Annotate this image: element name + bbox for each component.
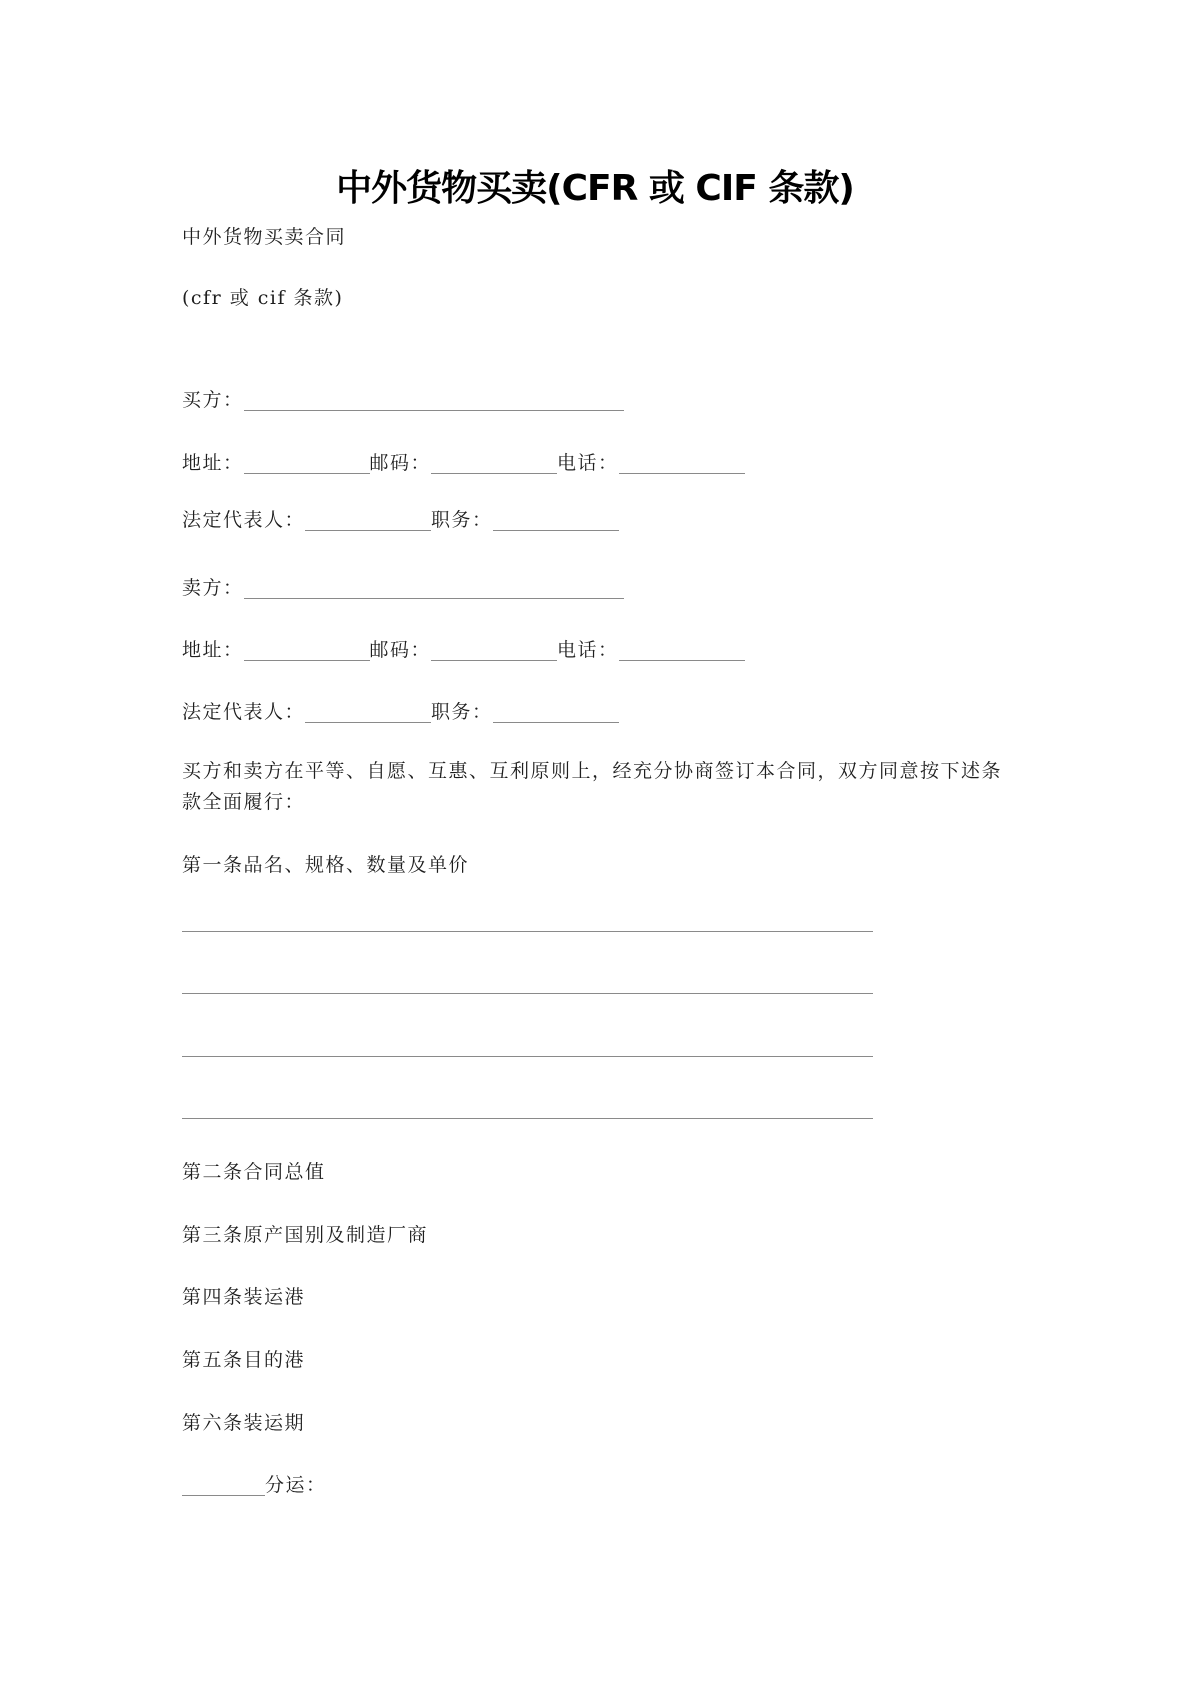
seller-legal-rep-label: 法定代表人： xyxy=(182,701,306,723)
buyer-legal-rep-row xyxy=(182,507,619,533)
partial-shipment-row xyxy=(182,1472,327,1498)
buyer-label: 买方： xyxy=(182,389,244,411)
seller-postcode-field[interactable] xyxy=(431,640,557,661)
buyer-name-field[interactable] xyxy=(244,390,624,411)
seller-address-row xyxy=(182,637,745,663)
buyer-phone-label: 电话： xyxy=(557,452,619,474)
seller-row xyxy=(182,575,624,601)
buyer-position-label: 职务： xyxy=(431,509,493,531)
preamble-paragraph: 买方和卖方在平等、自愿、互惠、互利原则上，经充分协商签订本合同，双方同意按下述条款全面履行： xyxy=(182,760,1003,813)
seller-label: 卖方： xyxy=(182,577,244,599)
article-1-blank-line-1[interactable] xyxy=(182,931,873,932)
document-title: 中外货物买卖(CFR 或 CIF 条款) xyxy=(336,168,854,209)
seller-name-field[interactable] xyxy=(244,578,624,599)
article-5-heading: 第五条目的港 xyxy=(182,1349,306,1371)
buyer-address-row xyxy=(182,450,745,476)
buyer-legal-rep-label: 法定代表人： xyxy=(182,509,306,531)
article-6-heading: 第六条装运期 xyxy=(182,1412,306,1434)
seller-postcode-label: 邮码： xyxy=(369,639,432,661)
article-4-heading: 第四条装运港 xyxy=(182,1286,306,1308)
buyer-legal-rep-field[interactable] xyxy=(305,510,431,531)
buyer-row xyxy=(182,387,624,413)
seller-address-field[interactable] xyxy=(244,640,370,661)
buyer-postcode-label: 邮码： xyxy=(369,452,432,474)
article-1-blank-line-2[interactable] xyxy=(182,993,873,994)
article-1-blank-line-3[interactable] xyxy=(182,1056,873,1057)
terms-note: (cfr 或 cif 条款) xyxy=(182,287,344,309)
article-2-heading: 第二条合同总值 xyxy=(182,1161,326,1183)
seller-address-label: 地址： xyxy=(182,639,244,661)
partial-shipment-field[interactable] xyxy=(182,1475,265,1496)
seller-phone-field[interactable] xyxy=(619,640,745,661)
seller-phone-label: 电话： xyxy=(557,639,619,661)
seller-legal-rep-field[interactable] xyxy=(305,702,431,723)
article-3-heading: 第三条原产国别及制造厂商 xyxy=(182,1224,429,1246)
partial-shipment-label: 分运： xyxy=(265,1474,327,1496)
article-1-blank-line-4[interactable] xyxy=(182,1118,873,1119)
article-1-heading: 第一条品名、规格、数量及单价 xyxy=(182,854,470,876)
buyer-position-field[interactable] xyxy=(493,510,619,531)
seller-position-field[interactable] xyxy=(493,702,619,723)
contract-subtitle: 中外货物买卖合同 xyxy=(182,226,347,248)
buyer-postcode-field[interactable] xyxy=(431,453,557,474)
seller-legal-rep-row xyxy=(182,699,619,725)
seller-position-label: 职务： xyxy=(431,701,493,723)
buyer-address-label: 地址： xyxy=(182,452,244,474)
buyer-phone-field[interactable] xyxy=(619,453,745,474)
buyer-address-field[interactable] xyxy=(244,453,370,474)
